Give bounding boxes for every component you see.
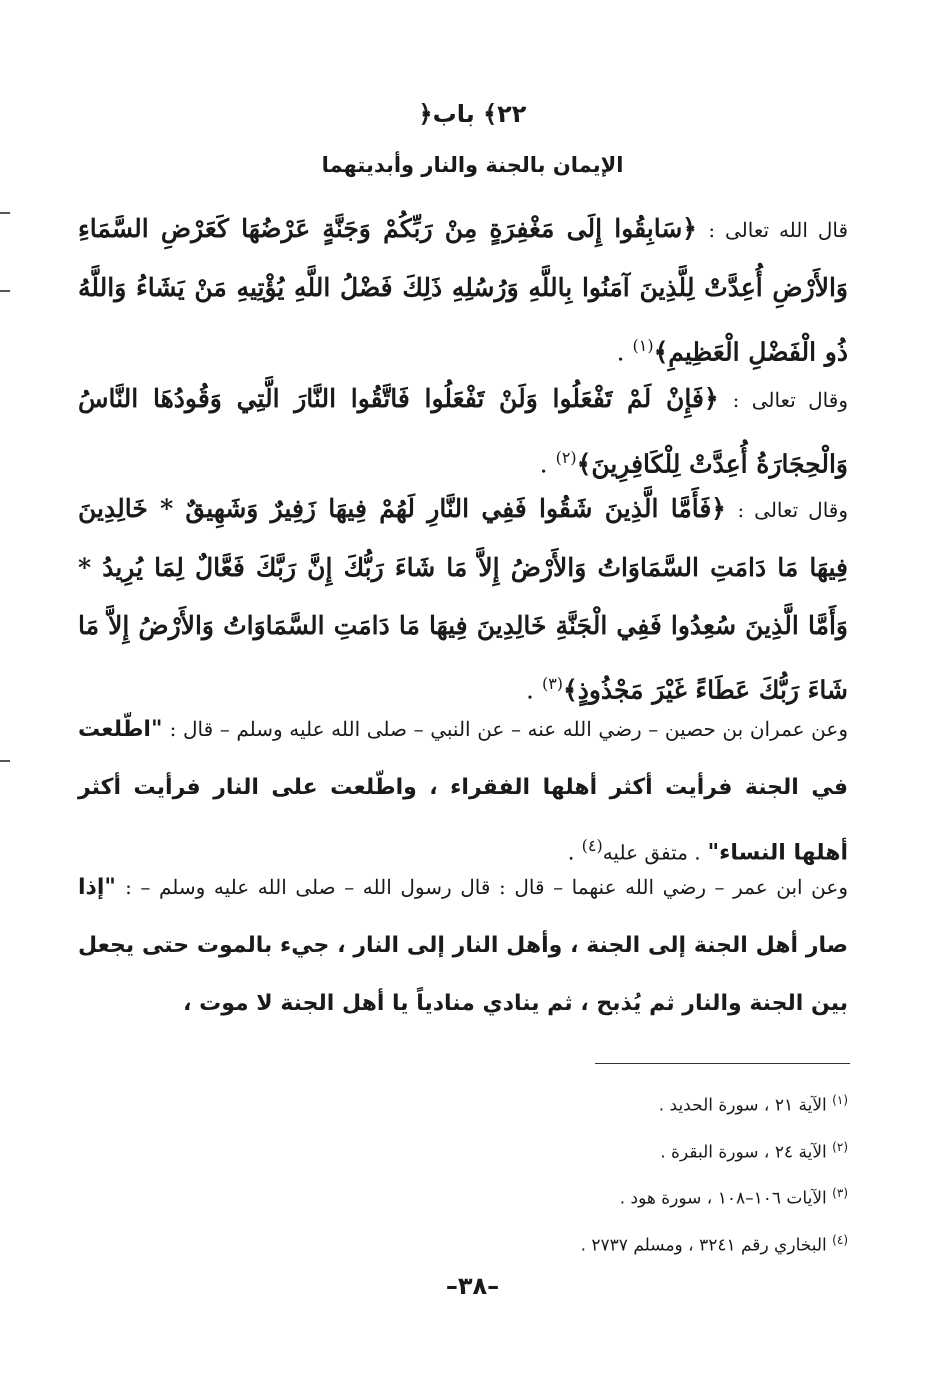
footnote-item (300, 1080, 848, 1127)
paragraph-end: . (526, 675, 534, 705)
scan-edge-mark (0, 290, 10, 292)
chapter-heading: ﴿٢٢﴾ باب (418, 100, 527, 128)
footnote-text: الآية ٢١ ، سورة الحديد . (658, 1095, 827, 1116)
hadith-quote: "اطّلعت في الجنة فرأيت أكثر أهلها الفقراء ، واطّلعت على النار فرأيت أكثر أهلها النساء" (78, 717, 848, 866)
footnote-number: (١) (832, 1093, 848, 1107)
footnote-text: الآية ٢٤ ، سورة البقرة . (660, 1142, 827, 1163)
footnote-text: البخاري رقم ٣٢٤١ ، ومسلم ٢٧٣٧ . (580, 1235, 827, 1256)
footnote-ref: (٣) (541, 674, 564, 693)
footnote-number: (٤) (832, 1232, 848, 1247)
footnote-item (300, 1127, 848, 1174)
footnote-item (300, 1173, 848, 1220)
paragraph-end: . (567, 840, 575, 866)
footnote-item (300, 1220, 848, 1267)
paragraph-intro: قال الله تعالى : (708, 218, 849, 242)
hadith-quote: "إذا صار أهل الجنة إلى الجنة ، وأهل النار إلى النار ، جيء بالموت حتى يجعل بين الجنة والنار ثم يُذبح ، ثم ينادي منادياً يا أهل الجنة لا موت ، (78, 875, 848, 1016)
paragraph-intro: وقال تعالى : (737, 498, 849, 522)
footnotes (300, 1080, 848, 1267)
paragraph-end: . (616, 337, 625, 367)
footnote-divider (595, 1063, 850, 1064)
footnote-number: (٣) (832, 1186, 848, 1201)
page-number: –٣٨– (445, 1272, 500, 1300)
paragraph-verse-2 (78, 370, 848, 493)
paragraph-end: . (539, 449, 548, 479)
paragraph-intro: وقال تعالى : (732, 388, 848, 412)
paragraph-verse-3 (78, 480, 848, 719)
paragraph-hadith-1 (78, 700, 848, 882)
quran-quote: ﴿سَابِقُوا إِلَى مَغْفِرَةٍ مِنْ رَبِّكُمْ وَجَنَّةٍ عَرْضُهَا كَعَرْضِ السَّمَاءِ وَالأَرْضِ أُعِدَّتْ لِلَّذِينَ آمَنُوا بِاللَّهِ وَرُسُلِهِ ذَلِكَ فَضْلُ اللَّهِ يُؤْتِيهِ مَنْ يَشَاءُ وَاللَّهُ ذُو الْفَضْلِ الْعَظِيمِ﴾ (78, 214, 848, 367)
paragraph-verse-1 (78, 200, 848, 381)
paragraph-intro: وعن عمران بن حصين – رضي الله عنه – عن النبي – صلى الله عليه وسلم – قال : (169, 717, 848, 741)
scan-edge-mark (0, 212, 10, 214)
hadith-source: . متفق عليه (602, 840, 701, 865)
scan-edge-mark (0, 760, 10, 762)
footnote-text: الآيات ١٠٦–١٠٨ ، سورة هود . (619, 1188, 827, 1209)
quran-quote: ﴿فَإِنْ لَمْ تَفْعَلُوا وَلَنْ تَفْعَلُوا فَاتَّقُوا النَّارَ الَّتِي وَقُودُهَا النَّاسُ وَالْحِجَارَةُ أُعِدَّتْ لِلْكَافِرِينَ﴾ (78, 384, 848, 479)
footnote-ref: (٤) (581, 836, 603, 855)
quran-quote: ﴿فَأَمَّا الَّذِينَ شَقُوا فَفِي النَّارِ لَهُمْ فِيهَا زَفِيرٌ وَشَهِيقٌ * خَالِدِينَ فِيهَا مَا دَامَتِ السَّمَاوَاتُ وَالأَرْضُ إِلاَّ مَا شَاءَ رَبُّكَ إِنَّ رَبَّكَ فَعَّالٌ لِمَا يُرِيدُ * وَأَمَّا الَّذِينَ سُعِدُوا فَفِي الْجَنَّةِ خَالِدِينَ فِيهَا مَا دَامَتِ السَّمَاوَاتُ وَالأَرْضُ إِلاَّ مَا شَاءَ رَبُّكَ عَطَاءً غَيْرَ مَجْذُوذٍ﴾ (78, 494, 848, 705)
chapter-title: الإيمان بالجنة والنار وأبديتهما (321, 153, 624, 177)
footnote-number: (٢) (832, 1139, 848, 1154)
footnote-ref: (٢) (555, 448, 577, 467)
footnote-ref: (١) (632, 336, 654, 355)
paragraph-hadith-2 (78, 858, 848, 1033)
paragraph-intro: وعن ابن عمر – رضي الله عنهما – قال : قال رسول الله – صلى الله عليه وسلم – : (125, 875, 848, 899)
